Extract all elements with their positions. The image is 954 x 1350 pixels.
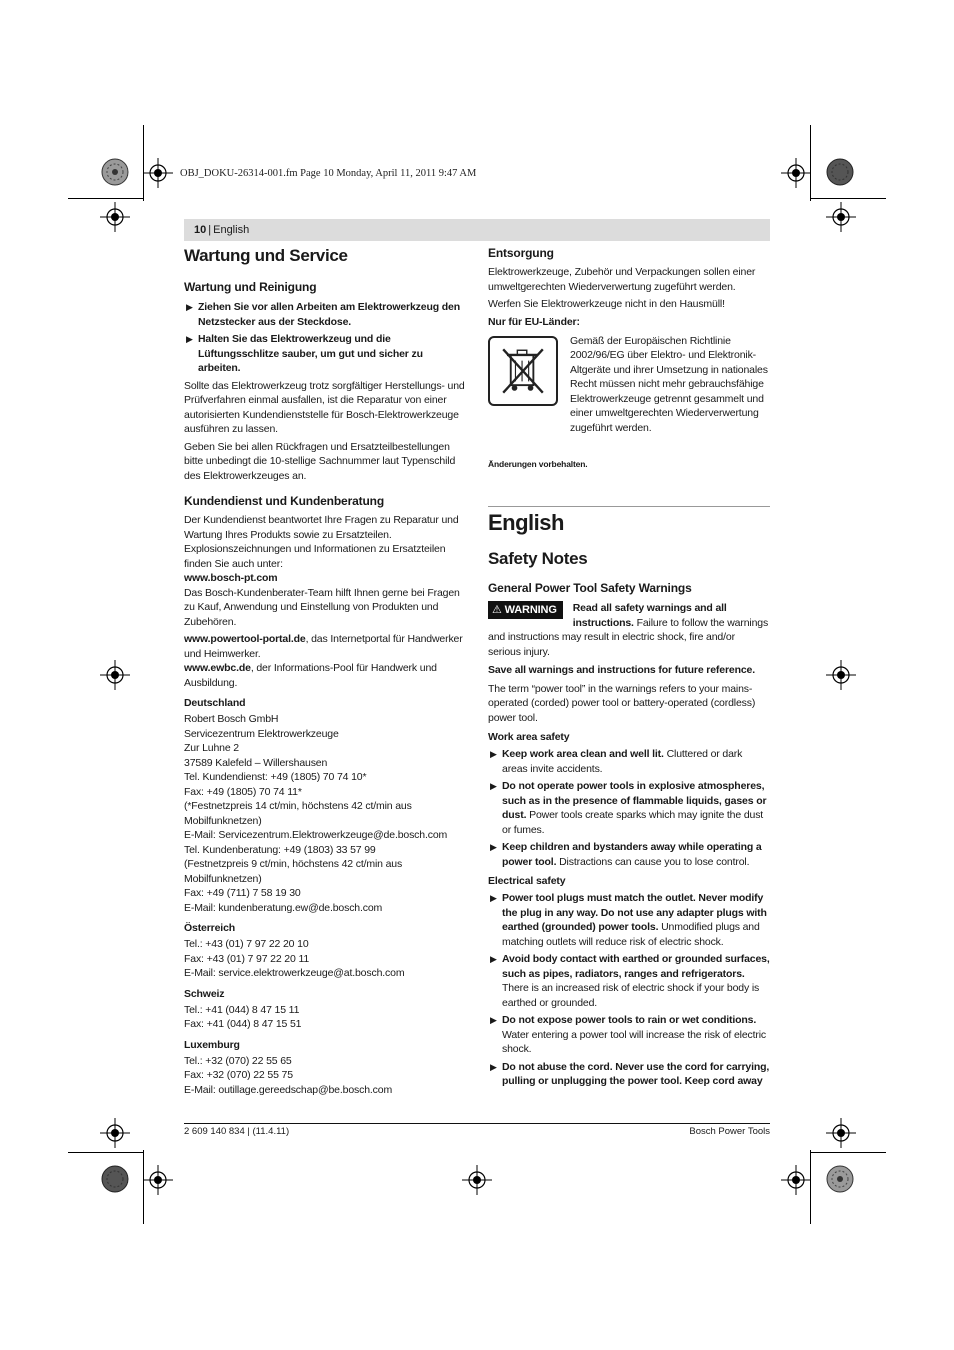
contact-block-de: Robert Bosch GmbH Servicezentrum Elektrowerkzeuge Zur Luhne 2 37589 Kalefeld – Willershausen Tel. Kundendienst: +49 (1805) 70 74 10* Fax: +49 (1805) 70 74 11* (*Festnetzpreis 14 ct/min, höchstens 42 ct/min aus Mobilfunknetzen) E-Mail: Servicezentrum.Elektrowerkzeuge@de.bosch.com Tel. Kundenberatung: +49 (1803) 33 57 99 (Festnetzpreis 9 ct/min, höchstens 42 ct/min aus Mobilfunknetzen) Fax: +49 (711) 7 58 19 30 E-Mail: kundenberatung.ew@de.bosch.com <box>184 713 448 914</box>
header-language: English <box>213 224 250 236</box>
paragraph: Geben Sie bei allen Rückfragen und Ersatzteilbestellungen bitte unbedingt die 10-stellige Sachnummer laut Typenschild des Elektrowerkzeuges an. <box>184 440 456 482</box>
safety-notes-title: Safety Notes <box>488 549 588 568</box>
link-ewbc[interactable]: www.ewbc.de <box>184 662 251 674</box>
crop-mark <box>810 1152 886 1153</box>
list-item: ▶ Keep children and bystanders away while operating a power tool. Distractions can cause you to lose control. <box>490 841 762 868</box>
color-rosette-icon <box>826 158 854 186</box>
paragraph: Der Kundendienst beantwortet Ihre Fragen zu Reparatur und Wartung Ihres Produkts sowie zu Ersatzteilen. Explosionszeichnungen und Informationen zu Ersatzteilen finden Sie auch unter: <box>184 514 459 570</box>
warning-paragraph: ⚠ WARNING Read all safety warnings and all instructions. Failure to follow the warnings and instructions may result in electric shock, fire and/or serious injury. <box>488 602 769 658</box>
language-title: English <box>488 510 564 535</box>
list-item: ▶ Do not abuse the cord. Never use the cord for carrying, pulling or unplugging the power tool. Keep cord away <box>490 1060 770 1087</box>
list-item: ▶ Do not expose power tools to rain or wet conditions. Water entering a power tool will increase the risk of electric shock. <box>490 1014 767 1055</box>
triangle-bullet-icon: ▶ <box>186 302 193 312</box>
list-item: ▶ Power tool plugs must match the outlet. Never modify the plug in any way. Do not use any adapter plugs with earthed (grounded) power tools. Unmodified plugs and matching outlets will reduce risk of electric shock. <box>490 892 767 948</box>
registration-mark-icon <box>781 158 811 188</box>
heading-general-warnings: General Power Tool Safety Warnings <box>488 581 692 595</box>
left-column <box>184 245 466 1097</box>
heading-electrical-safety: Electrical safety <box>488 875 566 887</box>
triangle-bullet-icon: ▶ <box>490 1015 497 1025</box>
triangle-bullet-icon: ▶ <box>490 893 497 903</box>
print-slug: OBJ_DOKU-26314-001.fm Page 10 Monday, April 11, 2011 9:47 AM <box>180 168 477 179</box>
registration-mark-icon <box>826 1118 856 1148</box>
link-bosch-pt[interactable]: www.bosch-pt.com <box>184 572 278 584</box>
registration-mark-icon <box>100 202 130 232</box>
header-separator: | <box>208 224 212 236</box>
paragraph: Werfen Sie Elektrowerkzeuge nicht in den Hausmüll! <box>488 298 725 310</box>
color-rosette-icon <box>101 1165 129 1193</box>
contact-block-lu: Tel.: +32 (070) 22 55 65 Fax: +32 (070) 22 55 75 E-Mail: outillage.gereedschap@be.bosch.com <box>184 1054 393 1096</box>
heading-wartung-reinigung: Wartung und Reinigung <box>184 280 317 294</box>
heading-deutschland: Deutschland <box>184 697 246 709</box>
list-item: ▶ Do not operate power tools in explosive atmospheres, such as in the presence of flammable liquids, gases or dust. Power tools create sparks which may ignite the dust or fumes. <box>490 780 767 836</box>
contact-block-ch: Tel.: +41 (044) 8 47 15 11 Fax: +41 (044) 8 47 15 51 <box>184 1003 302 1030</box>
paragraph: Save all warnings and instructions for future reference. <box>488 664 756 676</box>
triangle-bullet-icon: ▶ <box>490 954 497 964</box>
paragraph: Gemäß der Europäischen Richtlinie 2002/96/EG über Elektro- und Elektronik-Altgeräte und ihrer Umsetzung in nationales Recht müssen nicht mehr gebrauchsfähige Elektrowerkzeuge getrennt gesammelt und einer umweltgerechten Wiederverwertung zugeführt werden. <box>570 334 768 434</box>
footer-rule <box>184 1123 770 1124</box>
changes-note: Änderungen vorbehalten. <box>488 459 588 469</box>
paragraph: www.ewbc.de, der Informations-Pool für Handwerk und Ausbildung. <box>184 662 437 689</box>
registration-mark-icon <box>826 202 856 232</box>
registration-mark-icon <box>100 1118 130 1148</box>
crop-mark <box>68 1152 144 1153</box>
crop-mark <box>68 198 144 199</box>
color-rosette-icon <box>826 1165 854 1193</box>
warning-badge: ⚠ WARNING <box>488 601 563 619</box>
page-number: 10 <box>194 224 207 236</box>
paragraph: Das Bosch-Kundenberater-Team hilft Ihnen gerne bei Fragen zu Kauf, Anwendung und Einstellung von Produkten und Zubehören. <box>184 586 460 628</box>
weee-symbol-icon <box>488 336 558 406</box>
triangle-bullet-icon: ▶ <box>186 334 193 344</box>
contact-block-at: Tel.: +43 (01) 7 97 22 20 10 Fax: +43 (01) 7 97 22 20 11 E-Mail: service.elektrowerkzeuge@at.bosch.com <box>184 938 405 979</box>
triangle-bullet-icon: ▶ <box>490 842 497 852</box>
registration-mark-icon <box>781 1165 811 1195</box>
registration-mark-icon <box>100 660 130 690</box>
paragraph: Elektrowerkzeuge, Zubehör und Verpackungen sollen einer umweltgerechten Wiederverwertung zugeführt werden. <box>488 266 756 293</box>
right-column <box>488 245 770 1089</box>
registration-mark-icon <box>143 1165 173 1195</box>
section-title-wartung: Wartung und Service <box>184 246 348 265</box>
heading-kundendienst: Kundendienst und Kundenberatung <box>184 494 385 508</box>
registration-mark-icon <box>826 660 856 690</box>
heading-work-area: Work area safety <box>488 731 570 743</box>
heading-entsorgung: Entsorgung <box>488 246 554 260</box>
heading-oesterreich: Österreich <box>184 922 236 934</box>
heading-schweiz: Schweiz <box>184 987 225 1000</box>
heading-eu-laender: Nur für EU-Länder: <box>488 315 580 328</box>
triangle-bullet-icon: ▶ <box>490 1061 497 1072</box>
crop-mark <box>810 198 886 199</box>
triangle-bullet-icon: ▶ <box>490 749 497 759</box>
paragraph: www.powertool-portal.de, das Internetportal für Handwerker und Heimwerker. <box>184 633 463 660</box>
paragraph: The term “power tool” in the warnings refers to your mains-operated (corded) power tool or battery-operated (cordless) power tool. <box>488 682 756 724</box>
footer-part-number: 2 609 140 834 | (11.4.11) <box>184 1126 290 1137</box>
footer-brand: Bosch Power Tools <box>689 1126 770 1137</box>
page-header <box>184 219 770 241</box>
weee-block <box>488 334 770 436</box>
paragraph: Sollte das Elektrowerkzeug trotz sorgfältiger Herstellungs- und Prüfverfahren einmal ausfallen, ist die Reparatur von einer autorisierten Kundendienststelle für Bosch-Elektrowerkzeuge ausführen zu lassen. <box>184 379 465 435</box>
list-item: ▶ Ziehen Sie vor allen Arbeiten am Elektrowerkzeug den Netzstecker aus der Steckdose. <box>186 301 460 328</box>
warning-triangle-icon: ⚠ <box>492 604 502 616</box>
list-item: ▶ Keep work area clean and well lit. Cluttered or dark areas invite accidents. <box>490 748 743 775</box>
link-powertool-portal[interactable]: www.powertool-portal.de <box>184 633 306 645</box>
registration-mark-icon <box>462 1165 492 1195</box>
registration-mark-icon <box>143 158 173 188</box>
color-rosette-icon <box>101 158 129 186</box>
heading-luxemburg: Luxemburg <box>184 1038 240 1051</box>
list-item: ▶ Avoid body contact with earthed or grounded surfaces, such as pipes, radiators, ranges and refrigerators. There is an increased risk of electric shock if your body is earthed or grounded. <box>490 953 770 1009</box>
list-item: ▶ Halten Sie das Elektrowerkzeug und die Lüftungsschlitze sauber, um gut und sicher zu arbeiten. <box>186 333 423 374</box>
triangle-bullet-icon: ▶ <box>490 781 497 791</box>
